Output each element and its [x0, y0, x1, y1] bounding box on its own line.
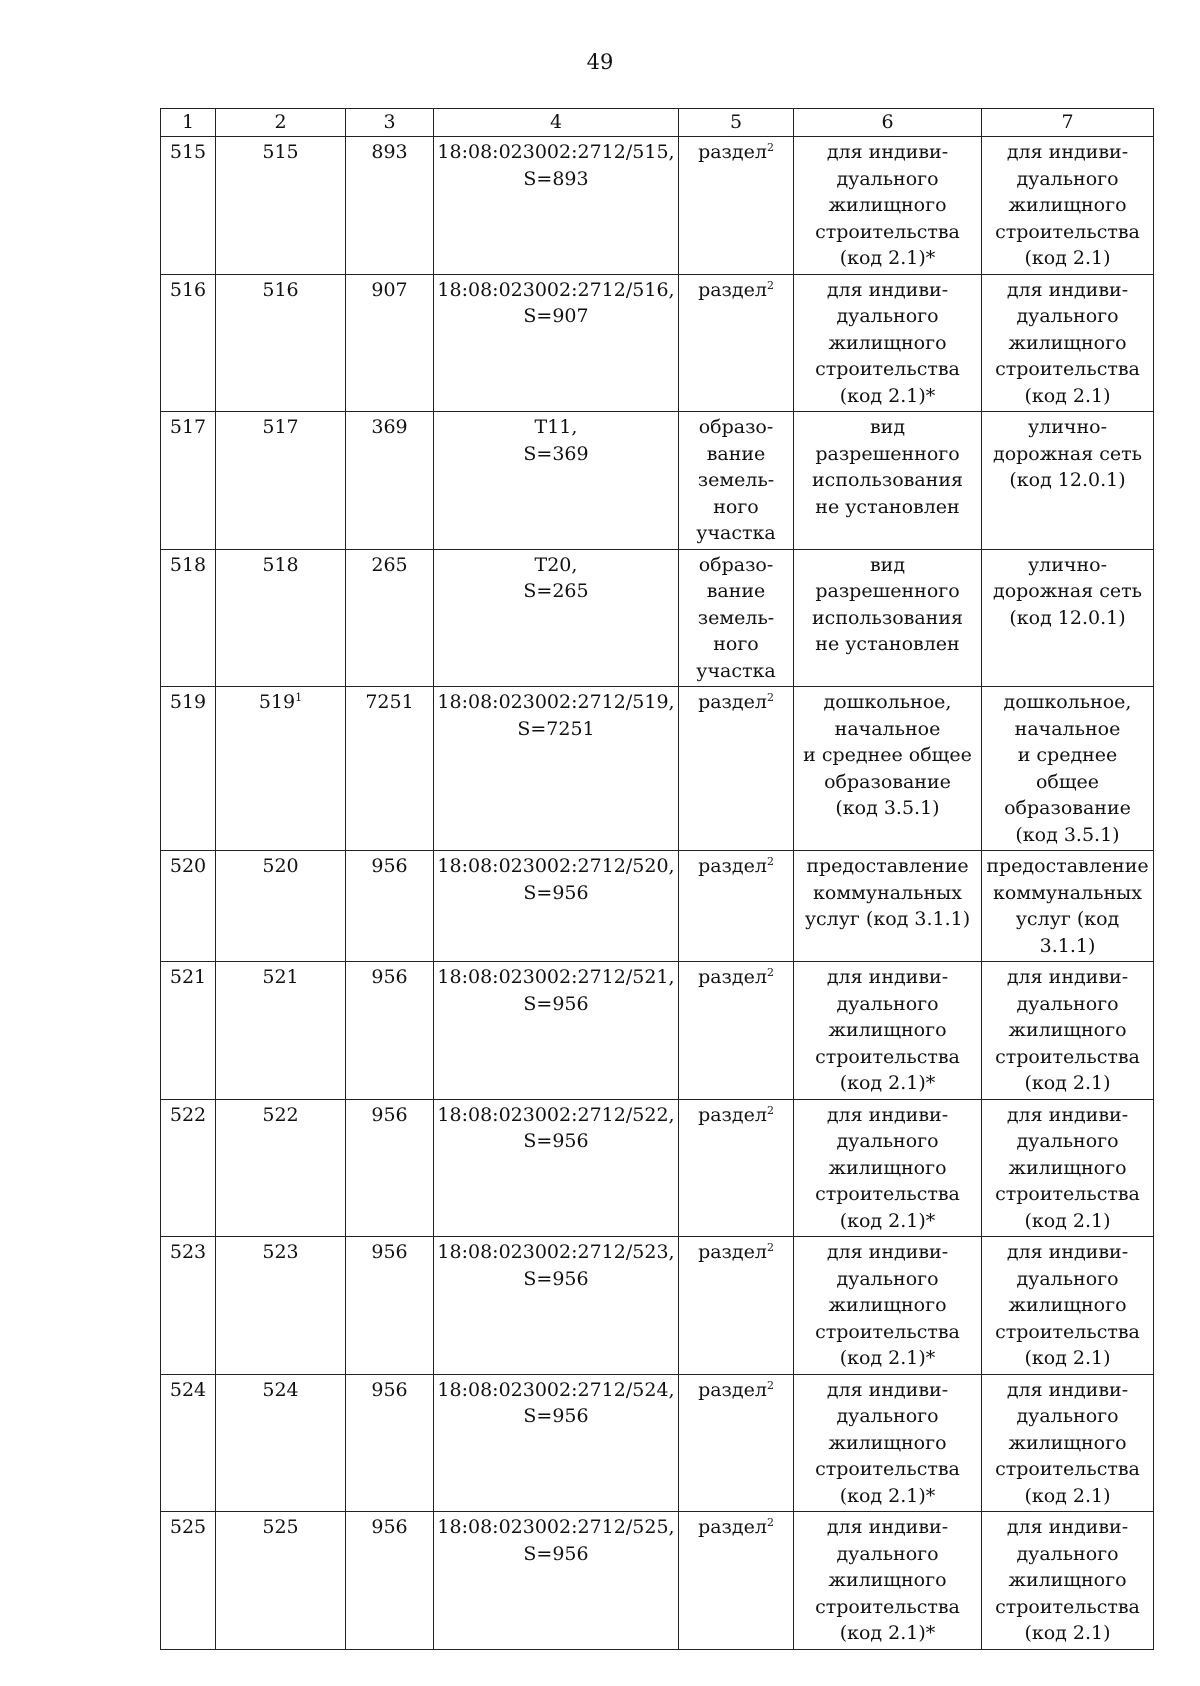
cell-cadastral-number: [434, 137, 679, 275]
cell-plot-number-text: 515: [262, 141, 299, 163]
cell-row-number-text: 521: [169, 966, 207, 988]
footnote-marker: 2: [766, 855, 774, 868]
cell-planned-use: [982, 1374, 1154, 1512]
cell-plot-number: [216, 1512, 346, 1650]
cell-plot-number-text: 522: [262, 1103, 299, 1126]
cell-planned-use-text: улично- дорожная сеть (код 12.0.1): [993, 553, 1142, 629]
cell-area: [346, 851, 434, 962]
cell-row-number: [161, 687, 216, 851]
cell-area: [346, 687, 434, 851]
cell-row-number: [161, 412, 216, 550]
cell-plot-number: [216, 549, 346, 687]
cell-existing-use: [794, 274, 982, 412]
cell-planned-use-text: для индиви- дуального жилищного строительства (код 2.1): [995, 1103, 1140, 1232]
cell-planned-use: [982, 687, 1154, 851]
cell-area-text: 907: [371, 278, 408, 301]
cell-row-number: [161, 549, 216, 687]
cell-existing-use-text: для индиви- дуального жилищного строительства (код 2.1)*: [815, 966, 960, 1094]
cell-method: [679, 1237, 794, 1375]
cell-plot-number: [216, 1374, 346, 1512]
cell-area-text: 956: [371, 1516, 408, 1538]
cell-existing-use-text: вид разрешенного использования не установлен: [812, 416, 963, 518]
cell-row-number-text: 516: [169, 278, 207, 301]
cell-row-number-text: 517: [169, 416, 207, 438]
cell-cadastral-number-text: 18:08:023002:2712/515, S=893: [437, 141, 675, 190]
table-row: [161, 1512, 1154, 1650]
table-row: [161, 1237, 1154, 1375]
cell-cadastral-number: [434, 274, 679, 412]
cell-cadastral-number: [434, 1099, 679, 1237]
cell-cadastral-number-text: 18:08:023002:2712/520, S=956: [437, 855, 675, 904]
cell-existing-use: [794, 549, 982, 687]
table-row: [161, 851, 1154, 962]
cell-method-text: раздел: [698, 1516, 767, 1538]
cell-method-text: образо- вание земель- ного участка: [696, 553, 776, 682]
cell-existing-use: [794, 1512, 982, 1650]
cell-area-text: 956: [371, 1103, 408, 1126]
footnote-marker: 1: [295, 691, 303, 704]
cell-area: [346, 412, 434, 550]
cell-row-number: [161, 1099, 216, 1237]
cell-plot-number-text: 516: [262, 278, 299, 301]
column-header: 6: [794, 109, 982, 137]
cell-row-number-text: 518: [169, 553, 207, 576]
cell-planned-use-text: предоставление коммунальных услуг (код 3.1.1): [986, 855, 1149, 957]
cell-cadastral-number-text: 18:08:023002:2712/524, S=956: [437, 1378, 675, 1427]
column-header: 4: [434, 109, 679, 137]
cell-row-number-text: 519: [169, 691, 207, 713]
cell-method-text: раздел: [698, 1378, 767, 1401]
cell-row-number: [161, 1374, 216, 1512]
cell-existing-use-text: для индиви- дуального жилищного строительства (код 2.1)*: [815, 1378, 960, 1507]
cell-area: [346, 137, 434, 275]
cell-area: [346, 962, 434, 1100]
table-row: [161, 137, 1154, 275]
land-plots-table: [160, 108, 1154, 1650]
cell-plot-number-text: 517: [262, 416, 299, 438]
cell-area-text: 893: [371, 141, 408, 163]
cell-existing-use-text: для индиви- дуального жилищного строительства (код 2.1)*: [815, 1241, 960, 1369]
column-header: 2: [216, 109, 346, 137]
cell-plot-number: [216, 1237, 346, 1375]
cell-existing-use: [794, 137, 982, 275]
cell-area-text: 956: [371, 966, 408, 988]
cell-method-text: раздел: [698, 966, 767, 988]
cell-cadastral-number-text: 18:08:023002:2712/522, S=956: [437, 1103, 675, 1152]
cell-cadastral-number: [434, 1237, 679, 1375]
cell-cadastral-number: [434, 549, 679, 687]
cell-cadastral-number-text: 18:08:023002:2712/519, S=7251: [437, 691, 675, 740]
footnote-marker: 2: [766, 278, 774, 292]
cell-area: [346, 1099, 434, 1237]
page-number: 49: [586, 50, 614, 74]
cell-plot-number-text: 518: [262, 553, 299, 576]
footnote-marker: 2: [766, 1378, 774, 1392]
cell-plot-number-text: 524: [262, 1378, 299, 1401]
cell-row-number: [161, 1237, 216, 1375]
cell-area: [346, 1374, 434, 1512]
cell-plot-number-text: 521: [262, 966, 299, 988]
table-row: [161, 412, 1154, 550]
cell-cadastral-number-text: Т20, S=265: [523, 553, 589, 602]
cell-existing-use: [794, 851, 982, 962]
cell-cadastral-number-text: 18:08:023002:2712/521, S=956: [437, 966, 675, 1015]
cell-method: [679, 412, 794, 550]
cell-plot-number: [216, 412, 346, 550]
table-row: [161, 1374, 1154, 1512]
table-header-row: [161, 109, 1154, 137]
cell-existing-use: [794, 1237, 982, 1375]
cell-area-text: 956: [371, 1241, 408, 1263]
cell-planned-use-text: для индиви- дуального жилищного строительства (код 2.1): [995, 1516, 1140, 1644]
cell-planned-use: [982, 851, 1154, 962]
cell-cadastral-number-text: 18:08:023002:2712/523, S=956: [437, 1241, 675, 1290]
cell-area-text: 956: [371, 1378, 408, 1401]
cell-planned-use: [982, 1512, 1154, 1650]
cell-cadastral-number: [434, 412, 679, 550]
cell-cadastral-number: [434, 1374, 679, 1512]
cell-cadastral-number-text: 18:08:023002:2712/516, S=907: [437, 278, 675, 327]
cell-planned-use-text: для индиви- дуального жилищного строительства (код 2.1): [995, 1378, 1140, 1507]
cell-area: [346, 1512, 434, 1650]
cell-existing-use-text: предоставление коммунальных услуг (код 3.1.1): [804, 855, 971, 930]
cell-row-number-text: 525: [169, 1516, 207, 1538]
cell-planned-use: [982, 549, 1154, 687]
footnote-marker: 2: [766, 1241, 774, 1254]
cell-existing-use-text: для индиви- дуального жилищного строительства (код 2.1)*: [815, 1103, 960, 1232]
cell-existing-use: [794, 687, 982, 851]
cell-area: [346, 549, 434, 687]
cell-cadastral-number: [434, 851, 679, 962]
cell-method: [679, 274, 794, 412]
cell-method-text: раздел: [698, 141, 767, 163]
cell-planned-use: [982, 412, 1154, 550]
cell-plot-number-text: 523: [262, 1241, 299, 1263]
cell-plot-number-text: 520: [262, 855, 299, 877]
cell-planned-use-text: для индиви- дуального жилищного строительства (код 2.1): [995, 966, 1140, 1094]
cell-existing-use-text: дошкольное, начальное и среднее общее образование (код 3.5.1): [803, 691, 972, 819]
column-header: 5: [679, 109, 794, 137]
cell-planned-use-text: дошкольное, начальное и среднее общее образование (код 3.5.1): [1003, 691, 1132, 846]
cell-method-text: раздел: [698, 1241, 767, 1263]
cell-area-text: 265: [371, 553, 408, 576]
cell-area: [346, 274, 434, 412]
cell-row-number: [161, 274, 216, 412]
cell-planned-use-text: улично- дорожная сеть (код 12.0.1): [993, 416, 1142, 491]
cell-area-text: 7251: [365, 691, 414, 713]
cell-planned-use: [982, 962, 1154, 1100]
cell-planned-use: [982, 137, 1154, 275]
cell-method: [679, 549, 794, 687]
cell-existing-use-text: вид разрешенного использования не установлен: [812, 553, 963, 655]
cell-cadastral-number: [434, 687, 679, 851]
cell-method: [679, 1099, 794, 1237]
cell-cadastral-number: [434, 962, 679, 1100]
table-row: [161, 274, 1154, 412]
table-row: [161, 549, 1154, 687]
cell-cadastral-number-text: 18:08:023002:2712/525, S=956: [437, 1516, 675, 1565]
footnote-marker: 2: [766, 1516, 774, 1529]
cell-row-number-text: 523: [169, 1241, 207, 1263]
table-row: [161, 962, 1154, 1100]
table-row: [161, 687, 1154, 851]
cell-plot-number: [216, 1099, 346, 1237]
cell-planned-use-text: для индиви- дуального жилищного строительства (код 2.1): [995, 1241, 1140, 1369]
cell-row-number-text: 522: [169, 1103, 207, 1126]
cell-existing-use-text: для индиви- дуального жилищного строительства (код 2.1)*: [815, 141, 960, 269]
cell-planned-use-text: для индиви- дуального жилищного строительства (код 2.1): [995, 141, 1140, 269]
cell-row-number-text: 515: [169, 141, 207, 163]
cell-method-text: раздел: [698, 1103, 767, 1126]
cell-method: [679, 851, 794, 962]
cell-method-text: образо- вание земель- ного участка: [696, 416, 776, 544]
cell-area-text: 369: [371, 416, 408, 438]
cell-existing-use: [794, 962, 982, 1100]
cell-existing-use: [794, 412, 982, 550]
cell-planned-use: [982, 1237, 1154, 1375]
footnote-marker: 2: [766, 966, 774, 979]
cell-method-text: раздел: [698, 855, 767, 877]
cell-row-number-text: 524: [169, 1378, 207, 1401]
column-header: 1: [161, 109, 216, 137]
cell-cadastral-number-text: Т11, S=369: [523, 416, 589, 465]
cell-planned-use: [982, 1099, 1154, 1237]
cell-area-text: 956: [371, 855, 408, 877]
footnote-marker: 2: [766, 691, 774, 704]
cell-method: [679, 1374, 794, 1512]
cell-plot-number: [216, 137, 346, 275]
column-header: 7: [982, 109, 1154, 137]
cell-plot-number-text: 519: [258, 691, 296, 713]
cell-planned-use-text: для индиви- дуального жилищного строительства (код 2.1): [995, 278, 1140, 407]
footnote-marker: 2: [766, 141, 774, 154]
cell-plot-number: [216, 687, 346, 851]
cell-existing-use: [794, 1374, 982, 1512]
cell-row-number: [161, 851, 216, 962]
column-header: 3: [346, 109, 434, 137]
cell-method-text: раздел: [698, 278, 767, 301]
cell-row-number-text: 520: [169, 855, 207, 877]
cell-method: [679, 1512, 794, 1650]
cell-method-text: раздел: [698, 691, 767, 713]
cell-plot-number: [216, 274, 346, 412]
cell-method: [679, 962, 794, 1100]
cell-existing-use: [794, 1099, 982, 1237]
cell-existing-use-text: для индиви- дуального жилищного строительства (код 2.1)*: [815, 1516, 960, 1644]
table-row: [161, 1099, 1154, 1237]
cell-row-number: [161, 962, 216, 1100]
cell-row-number: [161, 1512, 216, 1650]
cell-existing-use-text: для индиви- дуального жилищного строительства (код 2.1)*: [815, 278, 960, 407]
cell-plot-number: [216, 851, 346, 962]
cell-method: [679, 137, 794, 275]
cell-row-number: [161, 137, 216, 275]
cell-planned-use: [982, 274, 1154, 412]
cell-area: [346, 1237, 434, 1375]
cell-plot-number-text: 525: [262, 1516, 299, 1538]
footnote-marker: 2: [766, 1103, 774, 1117]
cell-plot-number: [216, 962, 346, 1100]
cell-method: [679, 687, 794, 851]
cell-cadastral-number: [434, 1512, 679, 1650]
